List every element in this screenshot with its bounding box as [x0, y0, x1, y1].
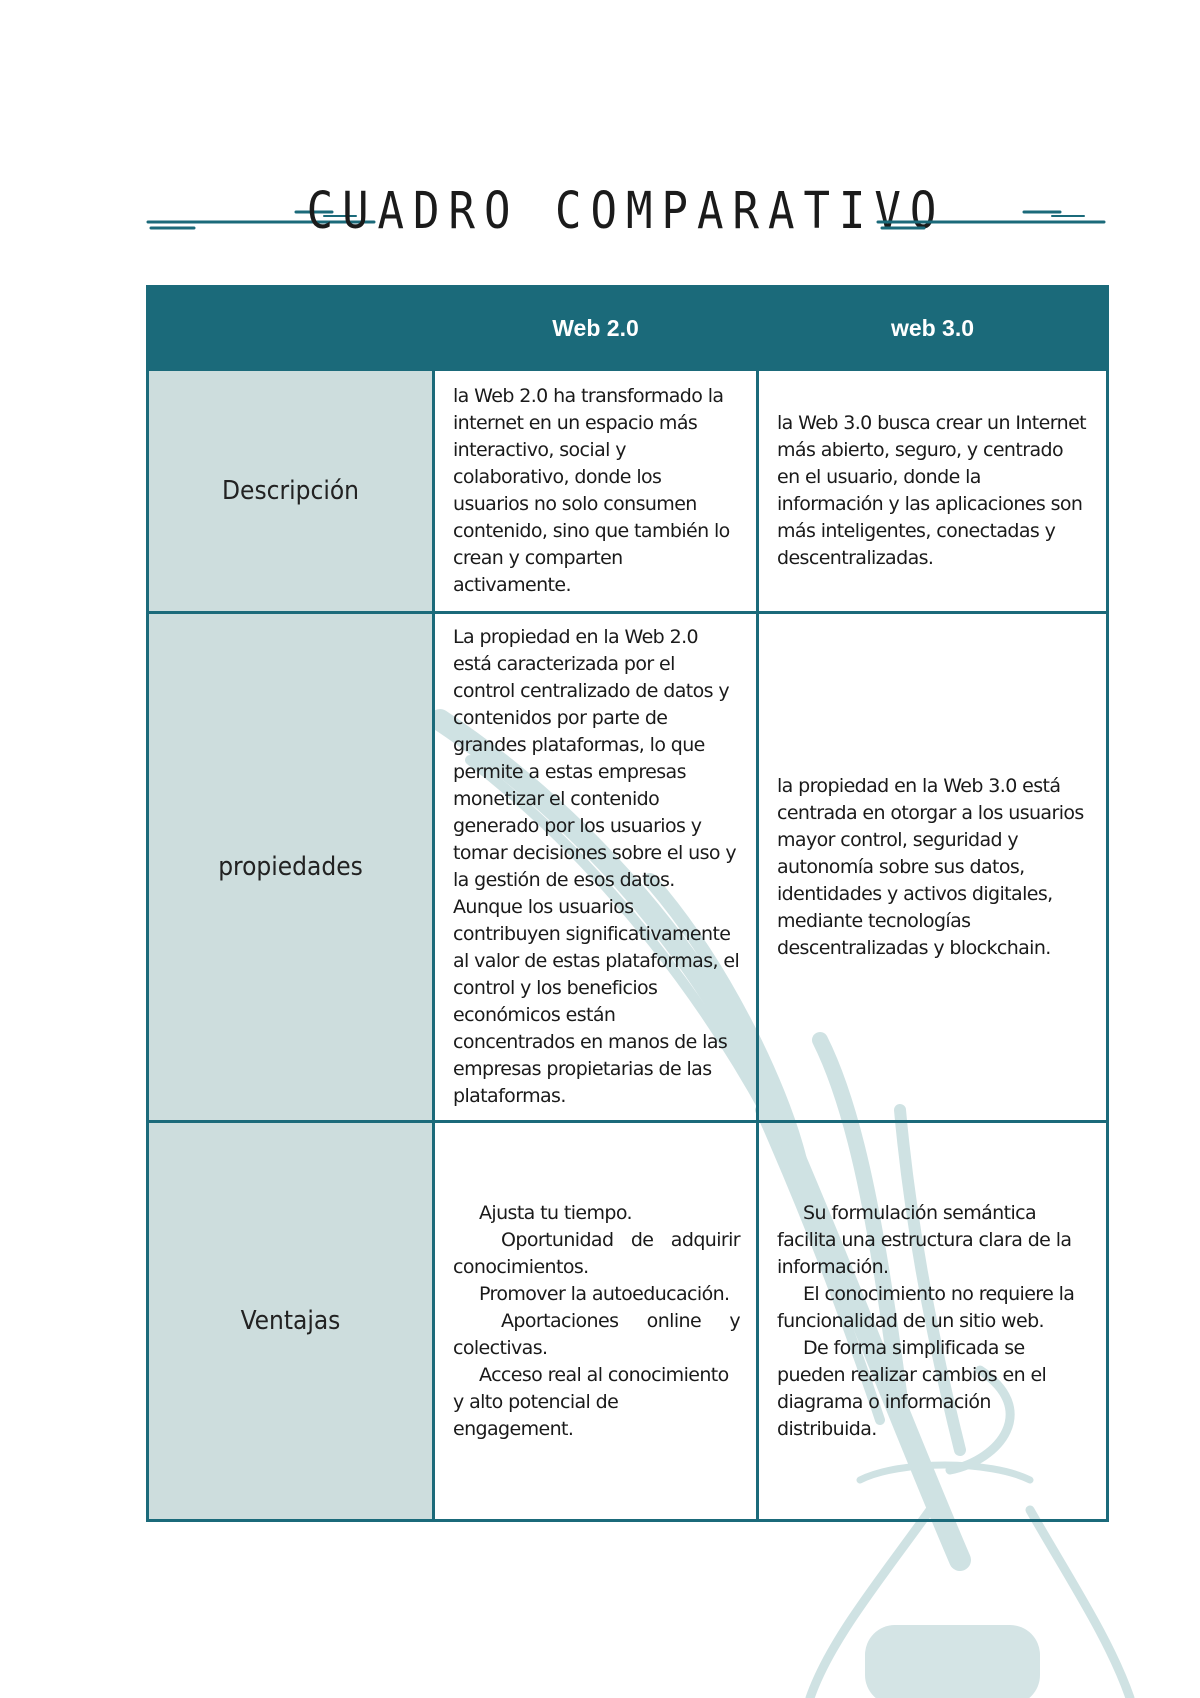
- header-empty-cell: [148, 287, 434, 370]
- table-row-propiedades: [148, 613, 1108, 1122]
- cell-text: la propiedad en la Web 3.0 está centrada en otorgar a los usuarios mayor control, seguridad y autonomía sobre sus datos, identidades y activos digitales, mediante tecnologías descentralizadas y blockchain.: [777, 774, 1084, 959]
- list-item: Su formulación semántica facilita una estructura clara de la información.: [777, 1201, 1072, 1278]
- table-row-descripcion: [148, 370, 1108, 613]
- cell-propiedades-web3: [758, 613, 1108, 1122]
- row-label-ventajas: Ventajas: [148, 1122, 434, 1521]
- title-right-decoration: [874, 178, 1106, 238]
- cell-text: la Web 2.0 ha transformado la internet en un espacio más interactivo, social y colaborativo, donde los usuarios no solo consumen contenido, sino que también lo crean y comparten activamente.: [453, 385, 730, 596]
- list-item: Acceso real al conocimiento y alto potencial de engagement.: [453, 1363, 729, 1440]
- list-item: El conocimiento no requiere la funcionalidad de un sitio web.: [777, 1282, 1075, 1332]
- list-item: Aportaciones online y colectivas.: [453, 1309, 740, 1359]
- header-row: [148, 287, 1108, 370]
- header-web3: web 3.0: [758, 287, 1108, 370]
- cell-text: la Web 3.0 busca crear un Internet más abierto, seguro, y centrado en el usuario, donde la información y las aplicaciones son más inteligentes, conectadas y descentralizadas.: [777, 412, 1087, 569]
- cell-descripcion-web2: [434, 370, 758, 613]
- list-item: Promover la autoeducación.: [479, 1282, 730, 1305]
- page-title: CUADRO COMPARATIVO: [306, 182, 946, 241]
- title-row: [146, 178, 1106, 241]
- row-label-propiedades: propiedades: [148, 613, 434, 1122]
- cell-ventajas-web2: [434, 1122, 758, 1521]
- header-web2: Web 2.0: [434, 287, 758, 370]
- cell-ventajas-web3: [758, 1122, 1108, 1521]
- cell-descripcion-web3: [758, 370, 1108, 613]
- cell-text: La propiedad en la Web 2.0 está caracterizada por el control centralizado de datos y contenidos por parte de grandes plataformas, lo que permite a estas empresas monetizar el contenido generado por los usuarios y tomar decisiones sobre el uso y la gestión de esos datos. Aunque los usuarios contribuyen significativamente al valor de estas plataformas, el control y los beneficios económicos están concentrados en manos de las empresas propietarias de las plataformas.: [453, 626, 740, 1107]
- comparison-table: [146, 285, 1109, 1522]
- list-item: Ajusta tu tiempo.: [479, 1201, 632, 1224]
- table-row-ventajas: [148, 1122, 1108, 1521]
- list-item: Oportunidad de adquirir conocimientos.: [453, 1228, 740, 1278]
- cell-propiedades-web2: [434, 613, 758, 1122]
- list-item: De forma simplificada se pueden realizar cambios en el diagrama o información distribuida.: [777, 1336, 1047, 1440]
- row-label-descripcion: Descripción: [148, 370, 434, 613]
